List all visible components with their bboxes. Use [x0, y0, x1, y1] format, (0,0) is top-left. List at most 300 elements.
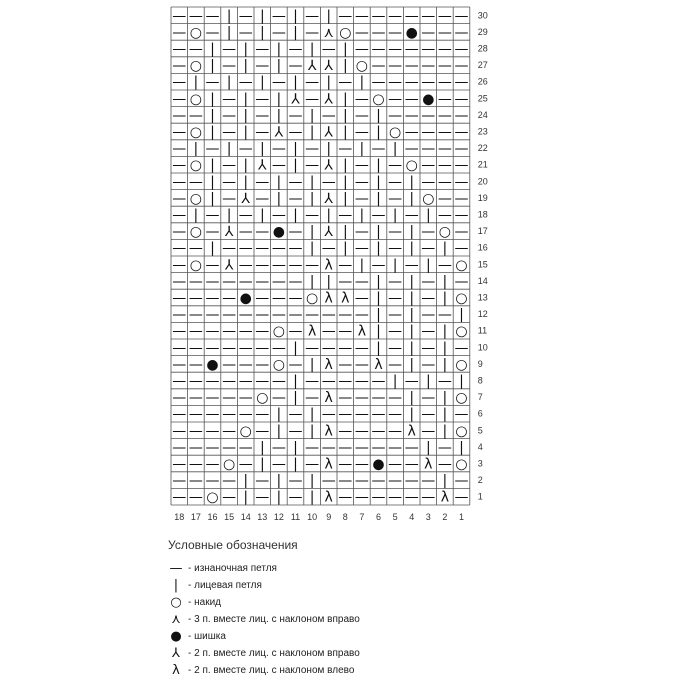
- purl-stitch-cell: —: [421, 273, 436, 290]
- purl-stitch-cell: —: [222, 340, 237, 357]
- column-number: 9: [326, 512, 332, 522]
- purl-stitch-cell: —: [255, 124, 270, 141]
- k2tog-left-stitch-cell: λ: [324, 489, 333, 506]
- purl-stitch-cell: —: [238, 340, 253, 357]
- knit-stitch-icon: |: [173, 578, 179, 593]
- purl-stitch-cell: —: [271, 373, 286, 390]
- purl-stitch-cell: —: [321, 373, 336, 390]
- knit-stitch-cell: |: [376, 240, 381, 257]
- knit-stitch-cell: |: [442, 273, 448, 290]
- bobble-cell: ●: [206, 356, 219, 373]
- purl-stitch-cell: —: [222, 240, 237, 257]
- row-number: 23: [477, 126, 488, 137]
- purl-stitch-cell: —: [305, 8, 320, 25]
- purl-stitch-cell: —: [288, 107, 303, 124]
- purl-stitch-cell: —: [188, 406, 203, 423]
- purl-stitch-cell: —: [255, 190, 270, 207]
- purl-stitch-cell: —: [388, 390, 403, 407]
- purl-stitch-cell: —: [437, 24, 452, 41]
- bobble-cell: ●: [405, 24, 418, 41]
- knit-stitch-cell: |: [243, 174, 249, 191]
- purl-stitch-cell: —: [172, 307, 187, 324]
- purl-stitch-cell: —: [437, 439, 452, 456]
- knit-stitch-cell: |: [326, 74, 332, 91]
- purl-stitch-cell: —: [421, 473, 436, 490]
- knit-stitch-cell: |: [409, 273, 415, 290]
- column-number: 6: [375, 512, 382, 522]
- k2tog-right-stitch-cell: ⅄: [324, 190, 333, 207]
- purl-stitch-cell: —: [454, 124, 469, 141]
- purl-stitch-cell: —: [305, 456, 320, 473]
- yarn-over-cell: ○: [189, 91, 203, 108]
- purl-stitch-cell: —: [172, 190, 187, 207]
- knit-stitch-cell: |: [293, 439, 298, 456]
- row-number: 7: [477, 392, 483, 403]
- purl-stitch-cell: —: [288, 240, 303, 257]
- knit-stitch-cell: |: [359, 257, 365, 274]
- purl-stitch-cell: —: [172, 41, 187, 58]
- purl-stitch-cell: —: [188, 8, 203, 25]
- purl-stitch-cell: —: [288, 489, 303, 506]
- purl-stitch-cell: —: [388, 489, 403, 506]
- knit-stitch-cell: |: [276, 423, 282, 440]
- purl-stitch-cell: —: [205, 8, 220, 25]
- purl-stitch-cell: —: [255, 273, 270, 290]
- row-number: 13: [477, 292, 488, 303]
- purl-stitch-cell: —: [188, 340, 203, 357]
- knit-stitch-cell: |: [425, 207, 431, 224]
- knit-stitch-cell: |: [293, 24, 298, 41]
- purl-stitch-cell: —: [205, 456, 220, 473]
- purl-stitch-cell: —: [205, 340, 220, 357]
- purl-stitch-cell: —: [238, 373, 253, 390]
- purl-stitch-cell: —: [371, 141, 386, 158]
- purl-stitch-cell: —: [188, 323, 203, 340]
- purl-stitch-cell: —: [404, 124, 419, 141]
- purl-stitch-cell: —: [338, 473, 353, 490]
- purl-stitch-cell: —: [238, 141, 253, 158]
- purl-stitch-cell: —: [172, 24, 187, 41]
- purl-stitch-cell: —: [305, 307, 320, 324]
- knit-stitch-cell: |: [226, 207, 232, 224]
- purl-stitch-cell: —: [354, 356, 369, 373]
- purl-stitch-cell: —: [404, 257, 419, 274]
- purl-stitch-cell: —: [271, 290, 286, 307]
- purl-stitch-cell: —: [255, 107, 270, 124]
- purl-stitch-cell: —: [354, 340, 369, 357]
- purl-stitch-cell: —: [305, 91, 320, 108]
- yarn-over-cell: ○: [189, 24, 203, 41]
- knit-stitch-cell: |: [376, 107, 381, 124]
- purl-stitch-cell: —: [454, 406, 469, 423]
- purl-stitch-cell: —: [188, 423, 203, 440]
- purl-stitch-cell: —: [205, 323, 220, 340]
- bobble-cell: ●: [372, 456, 385, 473]
- legend-item-label: - 3 п. вместе лиц. с наклоном вправо: [188, 614, 360, 625]
- purl-stitch-cell: —: [172, 124, 187, 141]
- purl-stitch-cell: —: [305, 257, 320, 274]
- purl-stitch-cell: —: [454, 240, 469, 257]
- purl-stitch-cell: —: [222, 406, 237, 423]
- yarn-over-cell: ○: [189, 257, 203, 274]
- purl-stitch-cell: —: [354, 439, 369, 456]
- purl-stitch-cell: —: [205, 257, 220, 274]
- yarn-over-cell: ○: [189, 224, 203, 241]
- purl-stitch-cell: —: [388, 107, 403, 124]
- row-number: 15: [477, 259, 488, 270]
- row-number: 3: [477, 458, 483, 469]
- knit-stitch-cell: |: [392, 207, 398, 224]
- purl-stitch-cell: —: [222, 58, 237, 75]
- purl-stitch-cell: —: [271, 24, 286, 41]
- purl-stitch-cell: —: [255, 224, 270, 241]
- legend: [168, 538, 588, 679]
- purl-stitch-cell: —: [371, 257, 386, 274]
- knit-stitch-cell: |: [425, 257, 431, 274]
- knit-stitch-cell: |: [210, 41, 215, 58]
- yarn-over-cell: ○: [455, 356, 468, 373]
- k2tog-left-stitch-cell: λ: [324, 257, 333, 274]
- k2tog-right-stitch-cell: ⅄: [241, 190, 250, 207]
- knit-stitch-cell: |: [409, 240, 415, 257]
- purl-stitch-cell: —: [255, 373, 270, 390]
- knit-stitch-cell: |: [442, 356, 448, 373]
- k2tog-left-stitch-cell: λ: [424, 456, 433, 473]
- purl-stitch-cell: —: [388, 340, 403, 357]
- purl-stitch-cell: —: [172, 323, 187, 340]
- purl-stitch-cell: —: [172, 290, 187, 307]
- knit-stitch-cell: |: [309, 473, 315, 490]
- knit-stitch-cell: |: [342, 124, 348, 141]
- legend-item-label: - накид: [188, 597, 221, 608]
- legend-item-yarn-over: [168, 594, 588, 611]
- row-number: 5: [477, 425, 483, 436]
- purl-stitch-cell: —: [388, 307, 403, 324]
- knit-stitch-cell: |: [243, 107, 249, 124]
- purl-stitch-cell: —: [222, 356, 237, 373]
- purl-stitch-cell: —: [421, 489, 436, 506]
- purl-stitch-cell: —: [454, 174, 469, 191]
- purl-stitch-cell: —: [371, 373, 386, 390]
- purl-stitch-cell: —: [354, 423, 369, 440]
- knit-stitch-cell: |: [243, 157, 249, 174]
- purl-stitch-cell: —: [454, 207, 469, 224]
- knit-stitch-cell: |: [259, 74, 265, 91]
- k2tog-left-stitch-cell: λ: [407, 423, 416, 440]
- purl-stitch-cell: —: [454, 58, 469, 75]
- purl-stitch-cell: —: [238, 257, 253, 274]
- purl-stitch-cell: —: [371, 423, 386, 440]
- purl-stitch-cell: —: [255, 290, 270, 307]
- purl-stitch-cell: —: [404, 373, 419, 390]
- knit-stitch-cell: |: [409, 190, 415, 207]
- purl-stitch-icon: —: [169, 561, 183, 576]
- purl-stitch-cell: —: [338, 456, 353, 473]
- k2tog-left-stitch-cell: λ: [307, 323, 317, 340]
- row-number: 27: [477, 60, 488, 71]
- purl-stitch-cell: —: [172, 356, 187, 373]
- row-number: 22: [477, 143, 488, 154]
- knit-stitch-cell: |: [342, 190, 348, 207]
- legend-item-purl: [168, 560, 588, 577]
- purl-stitch-cell: —: [305, 207, 320, 224]
- purl-stitch-cell: —: [188, 240, 203, 257]
- purl-stitch-cell: —: [288, 273, 303, 290]
- yarn-over-cell: ○: [305, 290, 319, 307]
- purl-stitch-cell: —: [321, 473, 336, 490]
- purl-stitch-cell: —: [321, 406, 336, 423]
- purl-stitch-cell: —: [188, 439, 203, 456]
- knit-stitch-cell: |: [376, 273, 381, 290]
- purl-stitch-cell: —: [354, 224, 369, 241]
- knit-stitch-cell: |: [243, 41, 249, 58]
- yarn-over-cell: ○: [455, 423, 468, 440]
- k3tog-icon: ⋏: [171, 612, 181, 627]
- k2tog-left-stitch-cell: λ: [357, 323, 367, 340]
- k2tog-left-stitch-cell: λ: [324, 390, 333, 407]
- purl-stitch-cell: —: [172, 423, 187, 440]
- knit-stitch-cell: |: [259, 439, 265, 456]
- yarn-over-cell: ○: [189, 124, 203, 141]
- column-number: 10: [307, 512, 318, 522]
- purl-stitch-cell: —: [388, 91, 403, 108]
- purl-stitch-cell: —: [255, 423, 270, 440]
- knit-stitch-cell: |: [392, 373, 398, 390]
- knit-stitch-cell: |: [259, 24, 265, 41]
- yarn-over-cell: ○: [455, 257, 468, 274]
- knit-stitch-cell: |: [293, 74, 298, 91]
- purl-stitch-cell: —: [222, 91, 237, 108]
- knit-stitch-cell: |: [243, 489, 249, 506]
- column-number: 3: [425, 512, 431, 522]
- purl-stitch-cell: —: [421, 174, 436, 191]
- purl-stitch-cell: —: [437, 58, 452, 75]
- legend-item-label: - шишка: [188, 631, 226, 642]
- purl-stitch-cell: —: [238, 390, 253, 407]
- purl-stitch-cell: —: [404, 74, 419, 91]
- purl-stitch-cell: —: [421, 406, 436, 423]
- row-number: 10: [477, 342, 488, 353]
- purl-stitch-cell: —: [172, 473, 187, 490]
- purl-stitch-cell: —: [288, 124, 303, 141]
- knit-stitch-cell: |: [442, 323, 448, 340]
- purl-stitch-cell: —: [255, 257, 270, 274]
- purl-stitch-cell: —: [205, 207, 220, 224]
- knit-stitch-cell: |: [276, 406, 282, 423]
- purl-stitch-cell: —: [238, 456, 253, 473]
- purl-stitch-cell: —: [421, 24, 436, 41]
- yarn-over-cell: ○: [222, 456, 236, 473]
- purl-stitch-cell: —: [255, 473, 270, 490]
- purl-stitch-cell: —: [172, 406, 187, 423]
- purl-stitch-cell: —: [354, 456, 369, 473]
- row-number: 21: [477, 159, 488, 170]
- purl-stitch-cell: —: [305, 24, 320, 41]
- purl-stitch-cell: —: [388, 473, 403, 490]
- knit-stitch-cell: |: [309, 224, 315, 241]
- purl-stitch-cell: —: [371, 8, 386, 25]
- knit-stitch-cell: |: [276, 174, 282, 191]
- column-number: 11: [290, 512, 301, 522]
- purl-stitch-cell: —: [288, 224, 303, 241]
- purl-stitch-cell: —: [238, 273, 253, 290]
- purl-stitch-cell: —: [404, 141, 419, 158]
- purl-stitch-cell: —: [188, 307, 203, 324]
- row-number: 26: [477, 76, 488, 87]
- knit-stitch-cell: |: [342, 157, 348, 174]
- purl-stitch-cell: —: [421, 290, 436, 307]
- purl-stitch-cell: —: [421, 423, 436, 440]
- purl-stitch-cell: —: [388, 273, 403, 290]
- row-number: 20: [477, 176, 488, 187]
- k2tog-right-icon: ⅄: [172, 646, 180, 661]
- yarn-over-cell: ○: [455, 290, 468, 307]
- purl-stitch-cell: —: [222, 41, 237, 58]
- purl-stitch-cell: —: [454, 190, 469, 207]
- purl-stitch-cell: —: [172, 439, 187, 456]
- knit-stitch-cell: |: [342, 174, 348, 191]
- purl-stitch-cell: —: [188, 356, 203, 373]
- legend-item-label: - 2 п. вместе лиц. с наклоном вправо: [188, 648, 360, 659]
- yarn-over-cell: ○: [455, 456, 468, 473]
- knit-stitch-cell: |: [359, 141, 365, 158]
- legend-item-label: - 2 п. вместе лиц. с наклоном влево: [188, 665, 355, 676]
- purl-stitch-cell: —: [205, 290, 220, 307]
- legend-item-k2tog-right: [168, 645, 588, 662]
- knit-stitch-cell: |: [293, 8, 298, 25]
- purl-stitch-cell: —: [271, 240, 286, 257]
- purl-stitch-cell: —: [404, 207, 419, 224]
- knit-stitch-cell: |: [459, 373, 464, 390]
- purl-stitch-cell: —: [354, 124, 369, 141]
- purl-stitch-cell: —: [437, 174, 452, 191]
- yarn-over-cell: ○: [455, 390, 468, 407]
- purl-stitch-cell: —: [238, 406, 253, 423]
- purl-stitch-cell: —: [222, 174, 237, 191]
- knit-stitch-cell: |: [459, 439, 464, 456]
- purl-stitch-cell: —: [404, 41, 419, 58]
- row-number: 18: [477, 209, 488, 220]
- purl-stitch-cell: —: [354, 107, 369, 124]
- purl-stitch-cell: —: [205, 24, 220, 41]
- row-number: 19: [477, 192, 488, 203]
- knit-stitch-cell: |: [409, 307, 415, 324]
- purl-stitch-cell: —: [388, 157, 403, 174]
- purl-stitch-cell: —: [321, 41, 336, 58]
- purl-stitch-cell: —: [238, 74, 253, 91]
- purl-stitch-cell: —: [172, 390, 187, 407]
- purl-stitch-cell: —: [421, 240, 436, 257]
- knit-stitch-cell: |: [392, 257, 398, 274]
- knit-stitch-cell: |: [210, 190, 215, 207]
- knit-stitch-cell: |: [293, 390, 298, 407]
- yarn-over-cell: ○: [405, 157, 418, 174]
- purl-stitch-cell: —: [404, 489, 419, 506]
- purl-stitch-cell: —: [437, 124, 452, 141]
- knit-stitch-cell: |: [309, 489, 315, 506]
- purl-stitch-cell: —: [354, 240, 369, 257]
- purl-stitch-cell: —: [222, 373, 237, 390]
- purl-stitch-cell: —: [437, 107, 452, 124]
- purl-stitch-cell: —: [288, 290, 303, 307]
- purl-stitch-cell: —: [238, 207, 253, 224]
- purl-stitch-cell: —: [205, 141, 220, 158]
- purl-stitch-cell: —: [354, 373, 369, 390]
- purl-stitch-cell: —: [404, 91, 419, 108]
- purl-stitch-cell: —: [388, 190, 403, 207]
- knit-stitch-cell: |: [309, 356, 315, 373]
- purl-stitch-cell: —: [371, 406, 386, 423]
- purl-stitch-cell: —: [205, 390, 220, 407]
- legend-item-k2tog-left: [168, 662, 588, 679]
- purl-stitch-cell: —: [437, 41, 452, 58]
- purl-stitch-cell: —: [371, 207, 386, 224]
- purl-stitch-cell: —: [437, 207, 452, 224]
- knit-stitch-cell: |: [309, 174, 315, 191]
- purl-stitch-cell: —: [437, 141, 452, 158]
- knit-stitch-cell: |: [409, 340, 415, 357]
- row-number: 24: [477, 109, 488, 120]
- purl-stitch-cell: —: [271, 456, 286, 473]
- purl-stitch-cell: —: [338, 423, 353, 440]
- k2tog-right-stitch-cell: ⅄: [324, 91, 333, 108]
- purl-stitch-cell: —: [205, 224, 220, 241]
- purl-stitch-cell: —: [288, 473, 303, 490]
- purl-stitch-cell: —: [421, 323, 436, 340]
- column-number: 14: [240, 512, 251, 522]
- purl-stitch-cell: —: [354, 157, 369, 174]
- k2tog-right-stitch-cell: ⅄: [274, 124, 284, 141]
- purl-stitch-cell: —: [354, 273, 369, 290]
- knit-stitch-cell: |: [442, 390, 448, 407]
- knit-stitch-cell: |: [376, 157, 381, 174]
- knit-stitch-cell: |: [442, 340, 448, 357]
- purl-stitch-cell: —: [222, 489, 237, 506]
- purl-stitch-cell: —: [388, 290, 403, 307]
- purl-stitch-cell: —: [404, 58, 419, 75]
- purl-stitch-cell: —: [454, 273, 469, 290]
- purl-stitch-cell: —: [238, 307, 253, 324]
- purl-stitch-cell: —: [338, 340, 353, 357]
- purl-stitch-cell: —: [338, 141, 353, 158]
- knit-stitch-cell: |: [210, 157, 215, 174]
- purl-stitch-cell: —: [222, 290, 237, 307]
- purl-stitch-cell: —: [222, 439, 237, 456]
- knit-stitch-cell: |: [309, 107, 315, 124]
- purl-stitch-cell: —: [437, 74, 452, 91]
- bobble-icon: ●: [170, 629, 182, 644]
- purl-stitch-cell: —: [205, 473, 220, 490]
- row-number: 2: [477, 475, 483, 486]
- purl-stitch-cell: —: [388, 423, 403, 440]
- knit-stitch-cell: |: [409, 174, 415, 191]
- bobble-cell: ●: [239, 290, 252, 307]
- column-number: 12: [273, 512, 284, 522]
- purl-stitch-cell: —: [255, 356, 270, 373]
- purl-stitch-cell: —: [172, 373, 187, 390]
- k2tog-right-stitch-cell: ⅄: [224, 224, 234, 241]
- row-number: 29: [477, 26, 488, 37]
- purl-stitch-cell: —: [255, 91, 270, 108]
- purl-stitch-cell: —: [371, 489, 386, 506]
- purl-stitch-cell: —: [172, 141, 187, 158]
- row-number: 17: [477, 226, 488, 237]
- purl-stitch-cell: —: [255, 174, 270, 191]
- knit-stitch-cell: |: [342, 224, 348, 241]
- purl-stitch-cell: —: [338, 8, 353, 25]
- knit-stitch-cell: |: [226, 141, 232, 158]
- purl-stitch-cell: —: [437, 91, 452, 108]
